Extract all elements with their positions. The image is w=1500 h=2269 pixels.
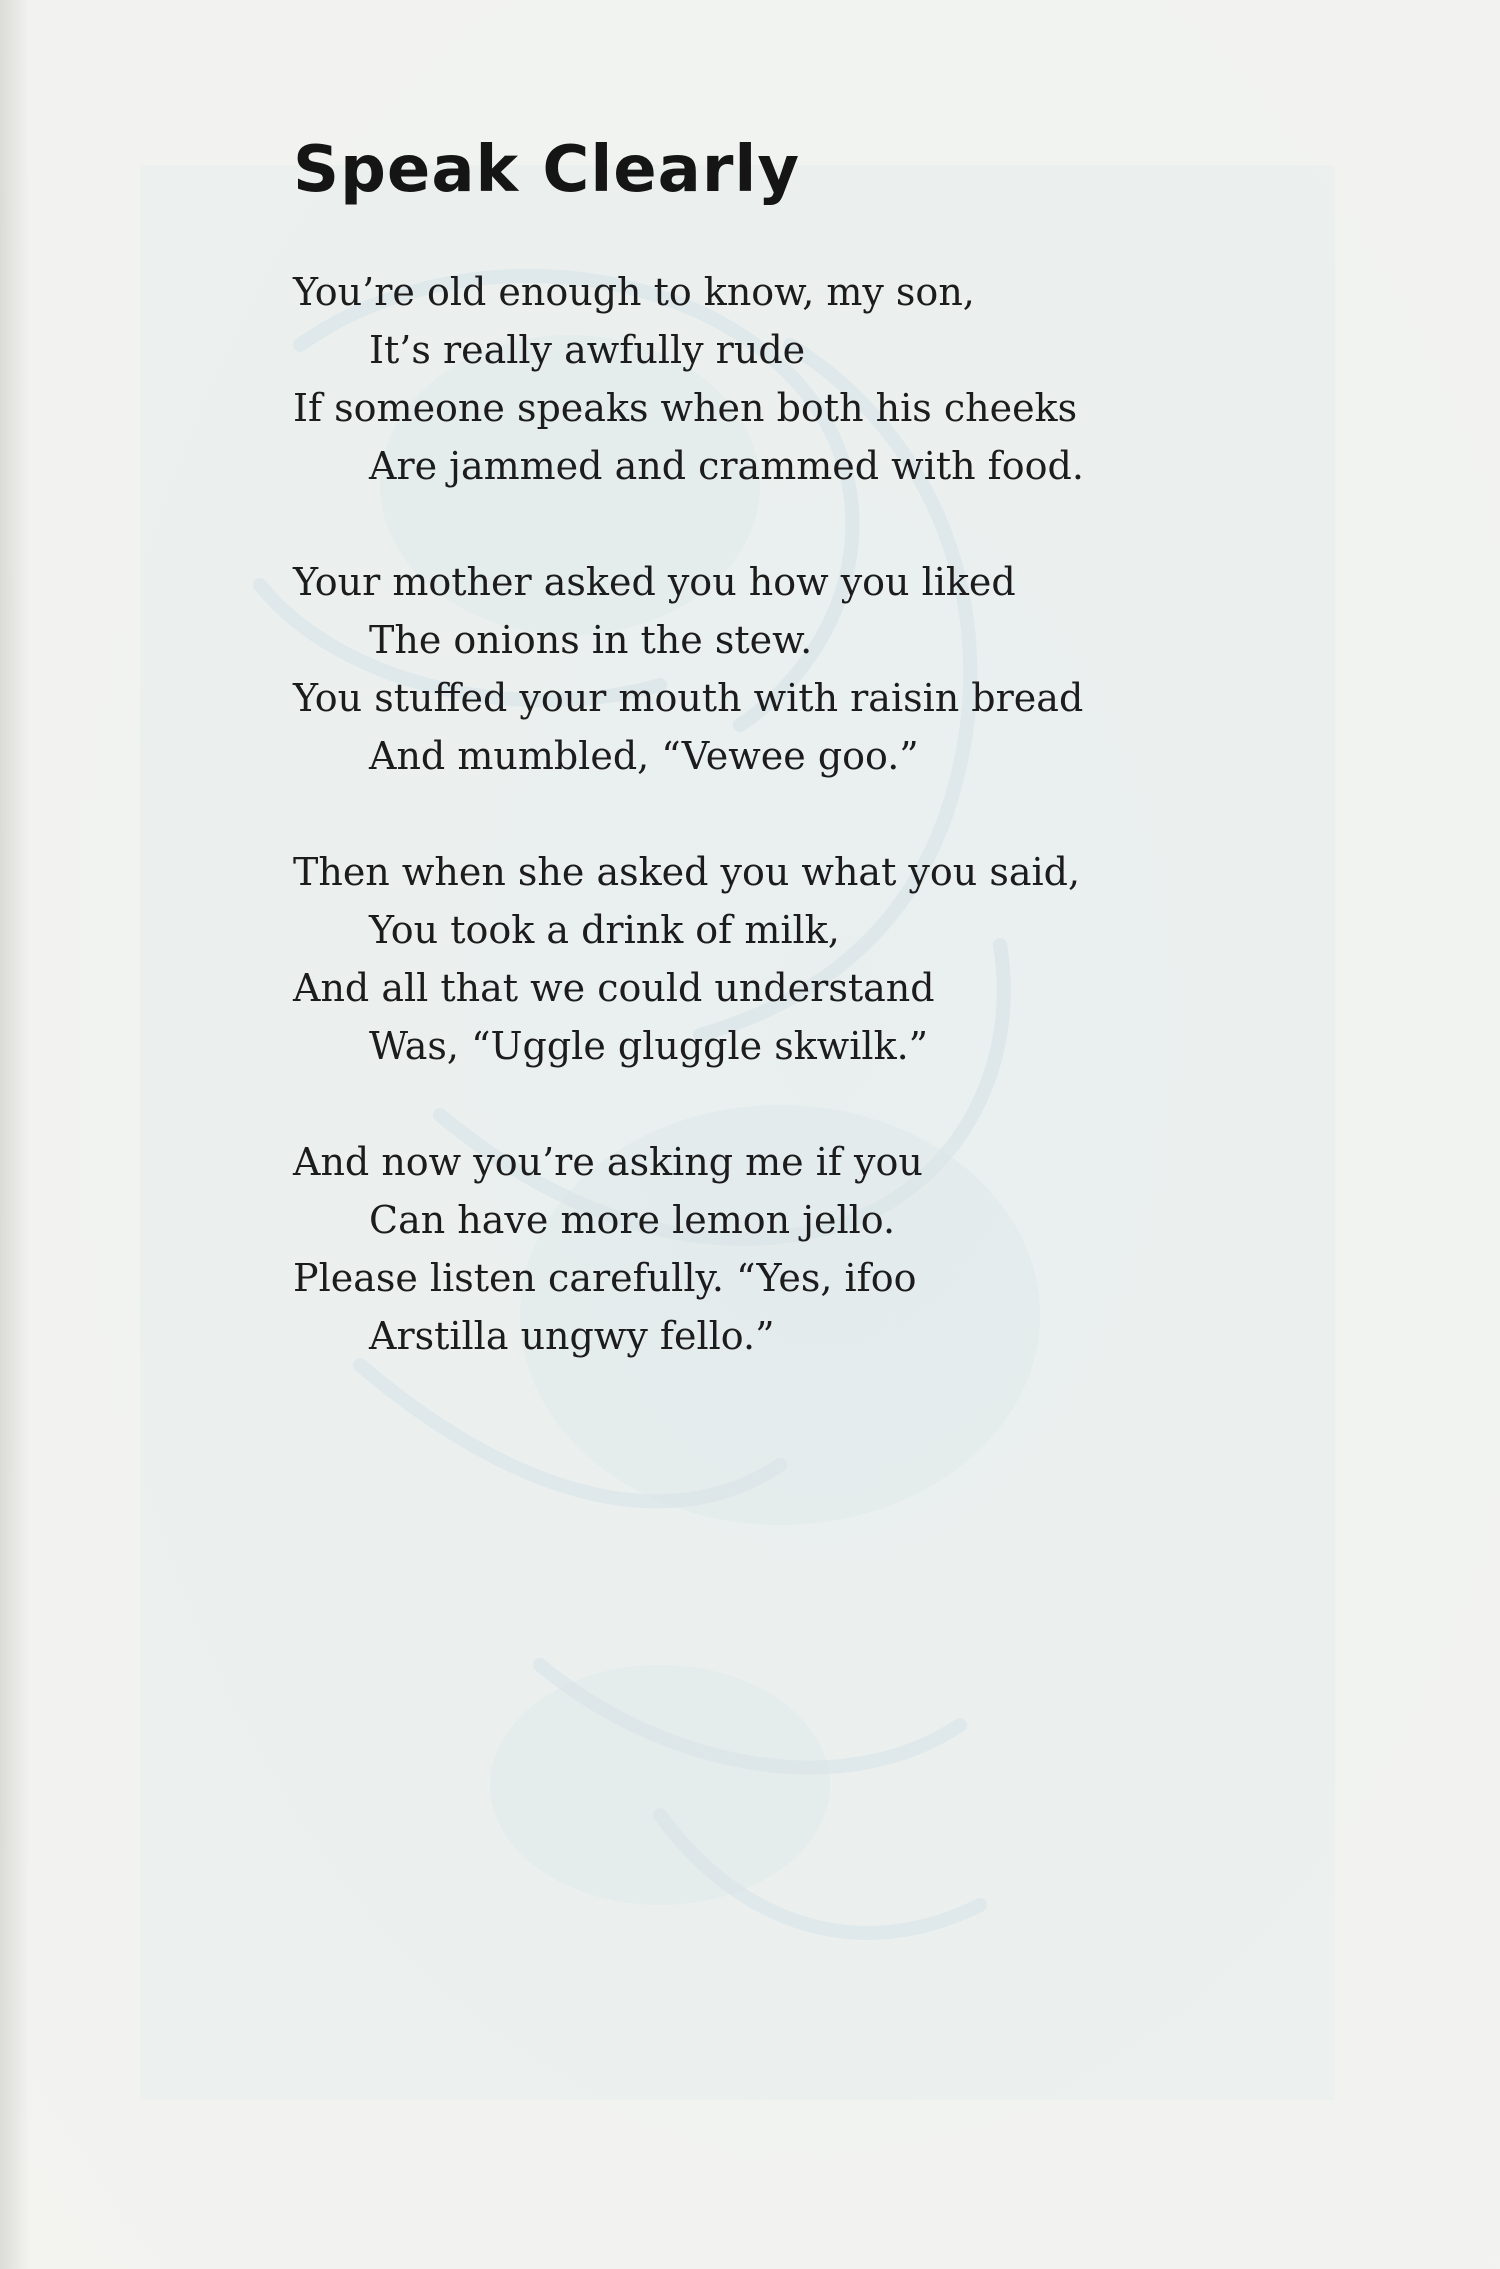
poem — [293, 135, 1293, 1423]
spine-shadow — [0, 0, 30, 2269]
poem-line: You took a drink of milk, — [369, 908, 840, 953]
stanza-4 — [293, 1133, 1293, 1365]
stanza-3 — [293, 843, 1293, 1075]
poem-line: Was, “Uggle gluggle skwilk.” — [369, 1024, 929, 1069]
poem-line: And mumbled, “Vewee goo.” — [369, 734, 919, 779]
poem-line: And all that we could understand — [293, 966, 935, 1011]
stanza-1 — [293, 263, 1293, 495]
poem-line: Arstilla ungwy fello.” — [369, 1314, 775, 1359]
stanza-2 — [293, 553, 1293, 785]
poem-line: You’re old enough to know, my son, — [293, 270, 975, 315]
poem-line: And now you’re asking me if you — [293, 1140, 923, 1185]
poem-title: Speak Clearly — [293, 133, 801, 207]
poem-line: You stuffed your mouth with raisin bread — [293, 676, 1084, 721]
poem-line: Please listen carefully. “Yes, ifoo — [293, 1256, 917, 1301]
poem-line: The onions in the stew. — [369, 618, 813, 663]
poem-line: Then when she asked you what you said, — [293, 850, 1081, 895]
poem-line: If someone speaks when both his cheeks — [293, 386, 1078, 431]
poem-line: Your mother asked you how you liked — [293, 560, 1016, 605]
poem-line: Can have more lemon jello. — [369, 1198, 896, 1243]
poem-line: It’s really awfully rude — [369, 328, 806, 373]
poem-line: Are jammed and crammed with food. — [369, 444, 1084, 489]
